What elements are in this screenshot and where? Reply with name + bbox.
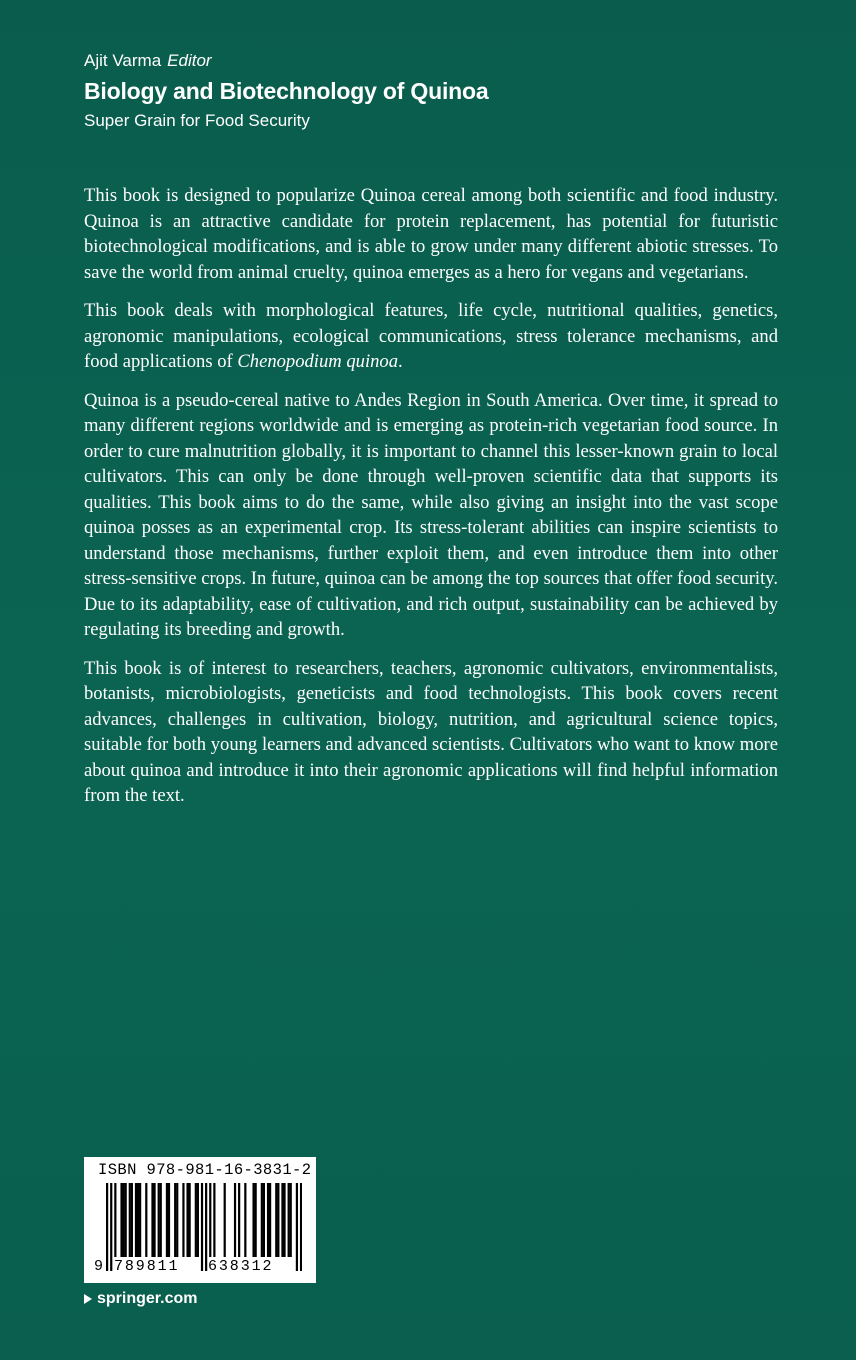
barcode-bar: [120, 1183, 122, 1257]
barcode-bar: [261, 1183, 263, 1257]
barcode-bar: [205, 1183, 207, 1271]
barcode-bar: [110, 1183, 112, 1271]
publisher-link-text[interactable]: springer.com: [97, 1290, 198, 1307]
barcode-bar: [174, 1183, 176, 1257]
barcode-bar: [224, 1183, 226, 1257]
barcode-bar: [166, 1183, 168, 1257]
book-header: [84, 50, 784, 132]
description-paragraph-2: [84, 298, 778, 375]
barcode-bar: [131, 1183, 133, 1257]
publisher-link[interactable]: [84, 1289, 197, 1309]
barcode-bar: [158, 1183, 160, 1257]
barcode-bar: [125, 1183, 127, 1257]
barcode-bar: [182, 1183, 184, 1257]
barcode-bar: [201, 1183, 203, 1271]
barcode-digits-left: 789811: [114, 1258, 180, 1275]
barcode-bar: [281, 1183, 283, 1257]
barcode-bar: [139, 1183, 141, 1257]
barcode-bar: [277, 1183, 279, 1257]
barcode-bar: [288, 1183, 290, 1257]
barcode-bar: [234, 1183, 236, 1257]
editor-name: Ajit Varma: [84, 51, 162, 70]
editor-line: [84, 50, 784, 72]
barcode-bar: [151, 1183, 153, 1257]
description-paragraph-4: This book is of interest to researchers, teachers, agronomic cultivators, environmentalists, botanists, microbiologists, geneticists and food technologists. This book covers recent advances, challenges in cultivation, biology, nutrition, and agricultural science topics, suitable for both young learners and advanced scientists. Cultivators who want to know more about quinoa and introduce it into their agronomic applications will find helpful information from the text.: [84, 657, 778, 806]
isbn-number: ISBN 978-981-16-3831-2: [98, 1161, 312, 1179]
book-description: [84, 183, 778, 822]
barcode-bar: [186, 1183, 188, 1257]
barcode-bar: [269, 1183, 271, 1257]
barcode-bar: [244, 1183, 246, 1257]
barcode-bar: [209, 1183, 211, 1257]
barcode-bar: [176, 1183, 178, 1257]
description-paragraph-2-text: This book deals with morphological features, life cycle, nutritional qualities, genetics, agronomic manipulations, ecological communications, stress tolerance mechanisms, and food applications of: [84, 300, 778, 372]
barcode-bar: [195, 1183, 197, 1257]
barcode-bar: [283, 1183, 285, 1257]
barcode-bar: [137, 1183, 139, 1257]
description-paragraph-3: Quinoa is a pseudo-cereal native to Andes Region in South America. Over time, it spread to many different regions worldwide and is emerging as protein-rich vegetarian food source. In order to cure malnutrition globally, it is important to channel this lesser-known grain to local cultivators. This can only be done through well-proven scientific data that supports its qualities. This book aims to do the same, while also giving an insight into the vast scope quinoa posses as an experimental crop. Its stress-tolerant abilities can inspire scientists to understand those mechanisms, further exploit them, and even introduce them into other stress-sensitive crops. In future, quinoa can be among the top sources that offer food security. Due to its adaptability, ease of cultivation, and rich output, sustainability can be achieved by regulating its breeding and growth.: [84, 389, 778, 640]
barcode-bar: [252, 1183, 254, 1257]
description-paragraph-1: This book is designed to popularize Quinoa cereal among both scientific and food industry. Quinoa is an attractive candidate for protein replacement, has potential for futuristic biotechnological modifications, and is able to grow under many different abiotic stresses. To save the world from animal cruelty, quinoa emerges as a hero for vegans and vegetarians.: [84, 185, 778, 283]
barcode-digits-right: 638312: [208, 1258, 274, 1275]
barcode-bar: [168, 1183, 170, 1257]
barcode-bar: [135, 1183, 137, 1257]
barcode-bar: [296, 1183, 298, 1271]
barcode-bar: [255, 1183, 257, 1257]
barcode-bar: [153, 1183, 155, 1257]
arrow-right-icon: [84, 1294, 92, 1304]
book-title: Biology and Biotechnology of Quinoa: [84, 78, 489, 104]
barcode-bar: [197, 1183, 199, 1257]
book-subtitle: Super Grain for Food Security: [84, 111, 310, 130]
barcode-bar: [300, 1183, 302, 1271]
barcode-bar: [267, 1183, 269, 1257]
barcode-bar: [123, 1183, 125, 1257]
barcode-bar: [114, 1183, 116, 1257]
barcode-bar: [275, 1183, 277, 1257]
barcode-bar: [213, 1183, 215, 1257]
barcode-bar: [145, 1183, 147, 1257]
barcode-bar: [160, 1183, 162, 1257]
barcode-bar: [238, 1183, 240, 1257]
isbn-barcode: [84, 1157, 316, 1283]
barcode-digit-first: 9: [94, 1258, 104, 1275]
barcode-bar: [290, 1183, 292, 1257]
barcode-bar: [263, 1183, 265, 1257]
species-name: Chenopodium quinoa: [237, 351, 399, 372]
description-paragraph-2-end: .: [398, 351, 403, 372]
barcode-bar: [106, 1183, 108, 1271]
editor-role: Editor: [167, 51, 212, 70]
barcode-bar: [189, 1183, 191, 1257]
barcode-bar: [129, 1183, 131, 1257]
